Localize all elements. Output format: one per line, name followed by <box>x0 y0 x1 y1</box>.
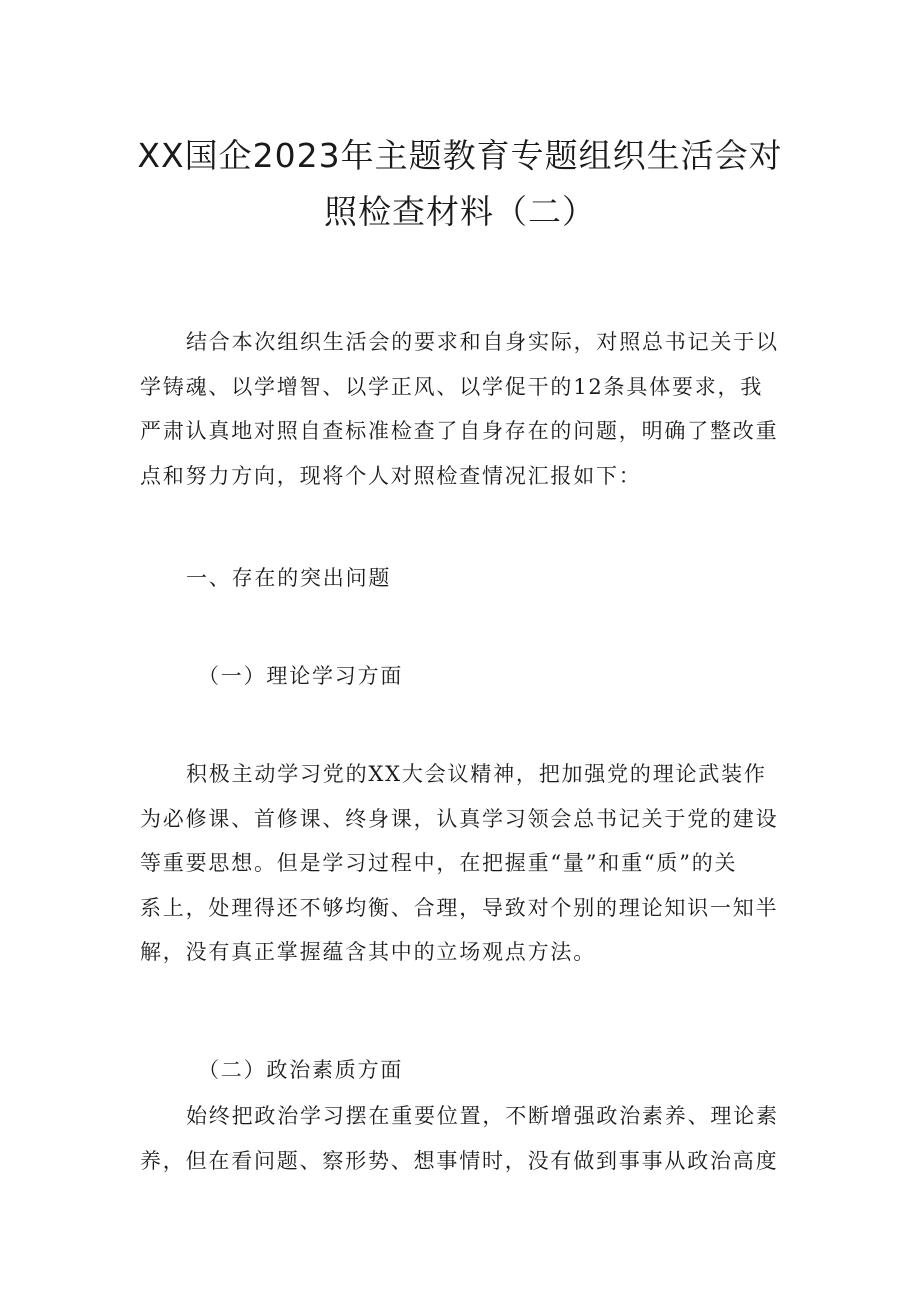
paragraph-line: 等重要思想。但是学习过程中，在把握重“量”和重“质”的关 <box>140 851 738 875</box>
paragraph-line: 学铸魂、以学增智、以学正风、以学促干的12条具体要求，我 <box>140 374 764 399</box>
paragraph-line: 严肃认真地对照自查标准检查了自身存在的问题，明确了整改重 <box>140 419 779 443</box>
title-line-1: XX国企2023年主题教育专题组织生活会对 <box>137 136 783 175</box>
paragraph-line: 解，没有真正掌握蕴含其中的立场观点方法。 <box>140 940 596 964</box>
subsection-heading-politics: （二）政治素质方面 <box>198 1058 404 1082</box>
intro-paragraph <box>140 320 788 498</box>
section-heading: 一、存在的突出问题 <box>186 566 392 590</box>
paragraph-line: 养，但在看问题、察形势、想事情时，没有做到事事从政治高度 <box>140 1148 779 1173</box>
title-line-2: 照检查材料（二） <box>324 192 596 231</box>
paragraph-line: 点和努力方向，现将个人对照检查情况汇报如下： <box>140 463 642 488</box>
theory-paragraph <box>140 752 788 975</box>
subsection-heading-theory: （一）理论学习方面 <box>198 664 404 688</box>
paragraph-line: 结合本次组织生活会的要求和自身实际，对照总书记关于以 <box>186 330 779 354</box>
paragraph-line: 系上，处理得还不够均衡、合理，导致对个别的理论知识一知半 <box>140 895 779 920</box>
paragraph-line: 始终把政治学习摆在重要位置，不断增强政治素养、理论素 <box>186 1104 779 1128</box>
politics-paragraph <box>140 1094 788 1183</box>
paragraph-line: 积极主动学习党的XX大会议精神，把加强党的理论武装作 <box>186 762 767 786</box>
paragraph-line: 为必修课、首修课、终身课，认真学习领会总书记关于党的建设 <box>140 806 779 831</box>
document-title <box>100 128 820 240</box>
